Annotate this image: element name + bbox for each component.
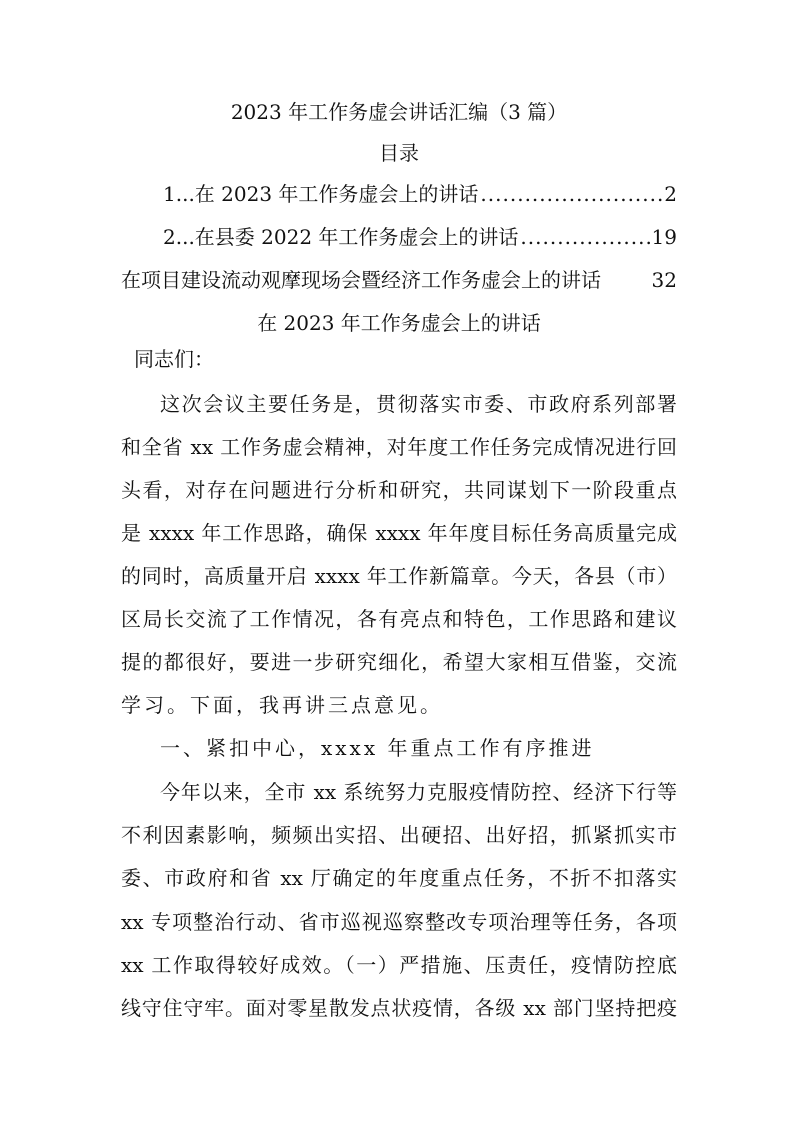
section-heading: 一、紧扣中心，xxxx 年重点工作有序推进 bbox=[160, 736, 595, 760]
paragraph-line: 学习。下面，我再讲三点意见。 bbox=[121, 693, 443, 717]
paragraph-line: 和全省 xx 工作务虚会精神，对年度工作任务完成情况进行回 bbox=[121, 435, 677, 459]
paragraph-line: 委、市政府和省 xx 厅确定的年度重点任务，不折不扣落实 bbox=[121, 866, 677, 890]
paragraph-line: xx 专项整治行动、省市巡视巡察整改专项治理等任务，各项 bbox=[121, 910, 677, 934]
paragraph-line: 的同时，高质量开启 xxxx 年工作新篇章。今天，各县（市） bbox=[121, 564, 677, 588]
toc-item[interactable] bbox=[121, 267, 677, 293]
toc-leader-dots bbox=[520, 224, 649, 250]
toc-leader-dots bbox=[480, 181, 662, 207]
document-title: 2023 年工作务虚会讲话汇编（3 篇） bbox=[230, 100, 568, 124]
speech-title: 在 2023 年工作务虚会上的讲话 bbox=[257, 311, 541, 335]
toc-item[interactable] bbox=[163, 181, 677, 207]
toc-item-label: 在项目建设流动观摩现场会暨经济工作务虚会上的讲话 bbox=[121, 268, 601, 292]
paragraph-line: 线守住守牢。面对零星散发点状疫情，各级 xx 部门坚持把疫 bbox=[121, 996, 677, 1020]
toc-item[interactable] bbox=[163, 224, 677, 250]
paragraph-line: 这次会议主要任务是，贯彻落实市委、市政府系列部署 bbox=[160, 392, 677, 416]
paragraph-line: 是 xxxx 年工作思路，确保 xxxx 年年度目标任务高质量完成 bbox=[121, 521, 677, 545]
toc-item-page: 19 bbox=[651, 225, 677, 249]
paragraph-line: 头看，对存在问题进行分析和研究，共同谋划下一阶段重点 bbox=[121, 478, 677, 502]
salutation: 同志们： bbox=[134, 347, 214, 371]
toc-item-label: 1...在 2023 年工作务虚会上的讲话 bbox=[163, 182, 479, 206]
toc-item-page: 32 bbox=[651, 268, 677, 292]
paragraph-line: 提的都很好，要进一步研究细化，希望大家相互借鉴，交流 bbox=[121, 650, 677, 674]
paragraph-line: xx 工作取得较好成效。（一）严措施、压责任，疫情防控底 bbox=[121, 953, 677, 977]
paragraph-line: 今年以来，全市 xx 系统努力克服疫情防控、经济下行等 bbox=[160, 780, 677, 804]
toc-item-label: 2...在县委 2022 年工作务虚会上的讲话 bbox=[163, 225, 519, 249]
toc-item-page: 2 bbox=[664, 182, 677, 206]
toc-heading: 目录 bbox=[379, 141, 419, 165]
paragraph-line: 不利因素影响，频频出实招、出硬招、出好招，抓紧抓实市 bbox=[121, 823, 677, 847]
paragraph-line: 区局长交流了工作情况，各有亮点和特色，工作思路和建议 bbox=[121, 607, 677, 631]
